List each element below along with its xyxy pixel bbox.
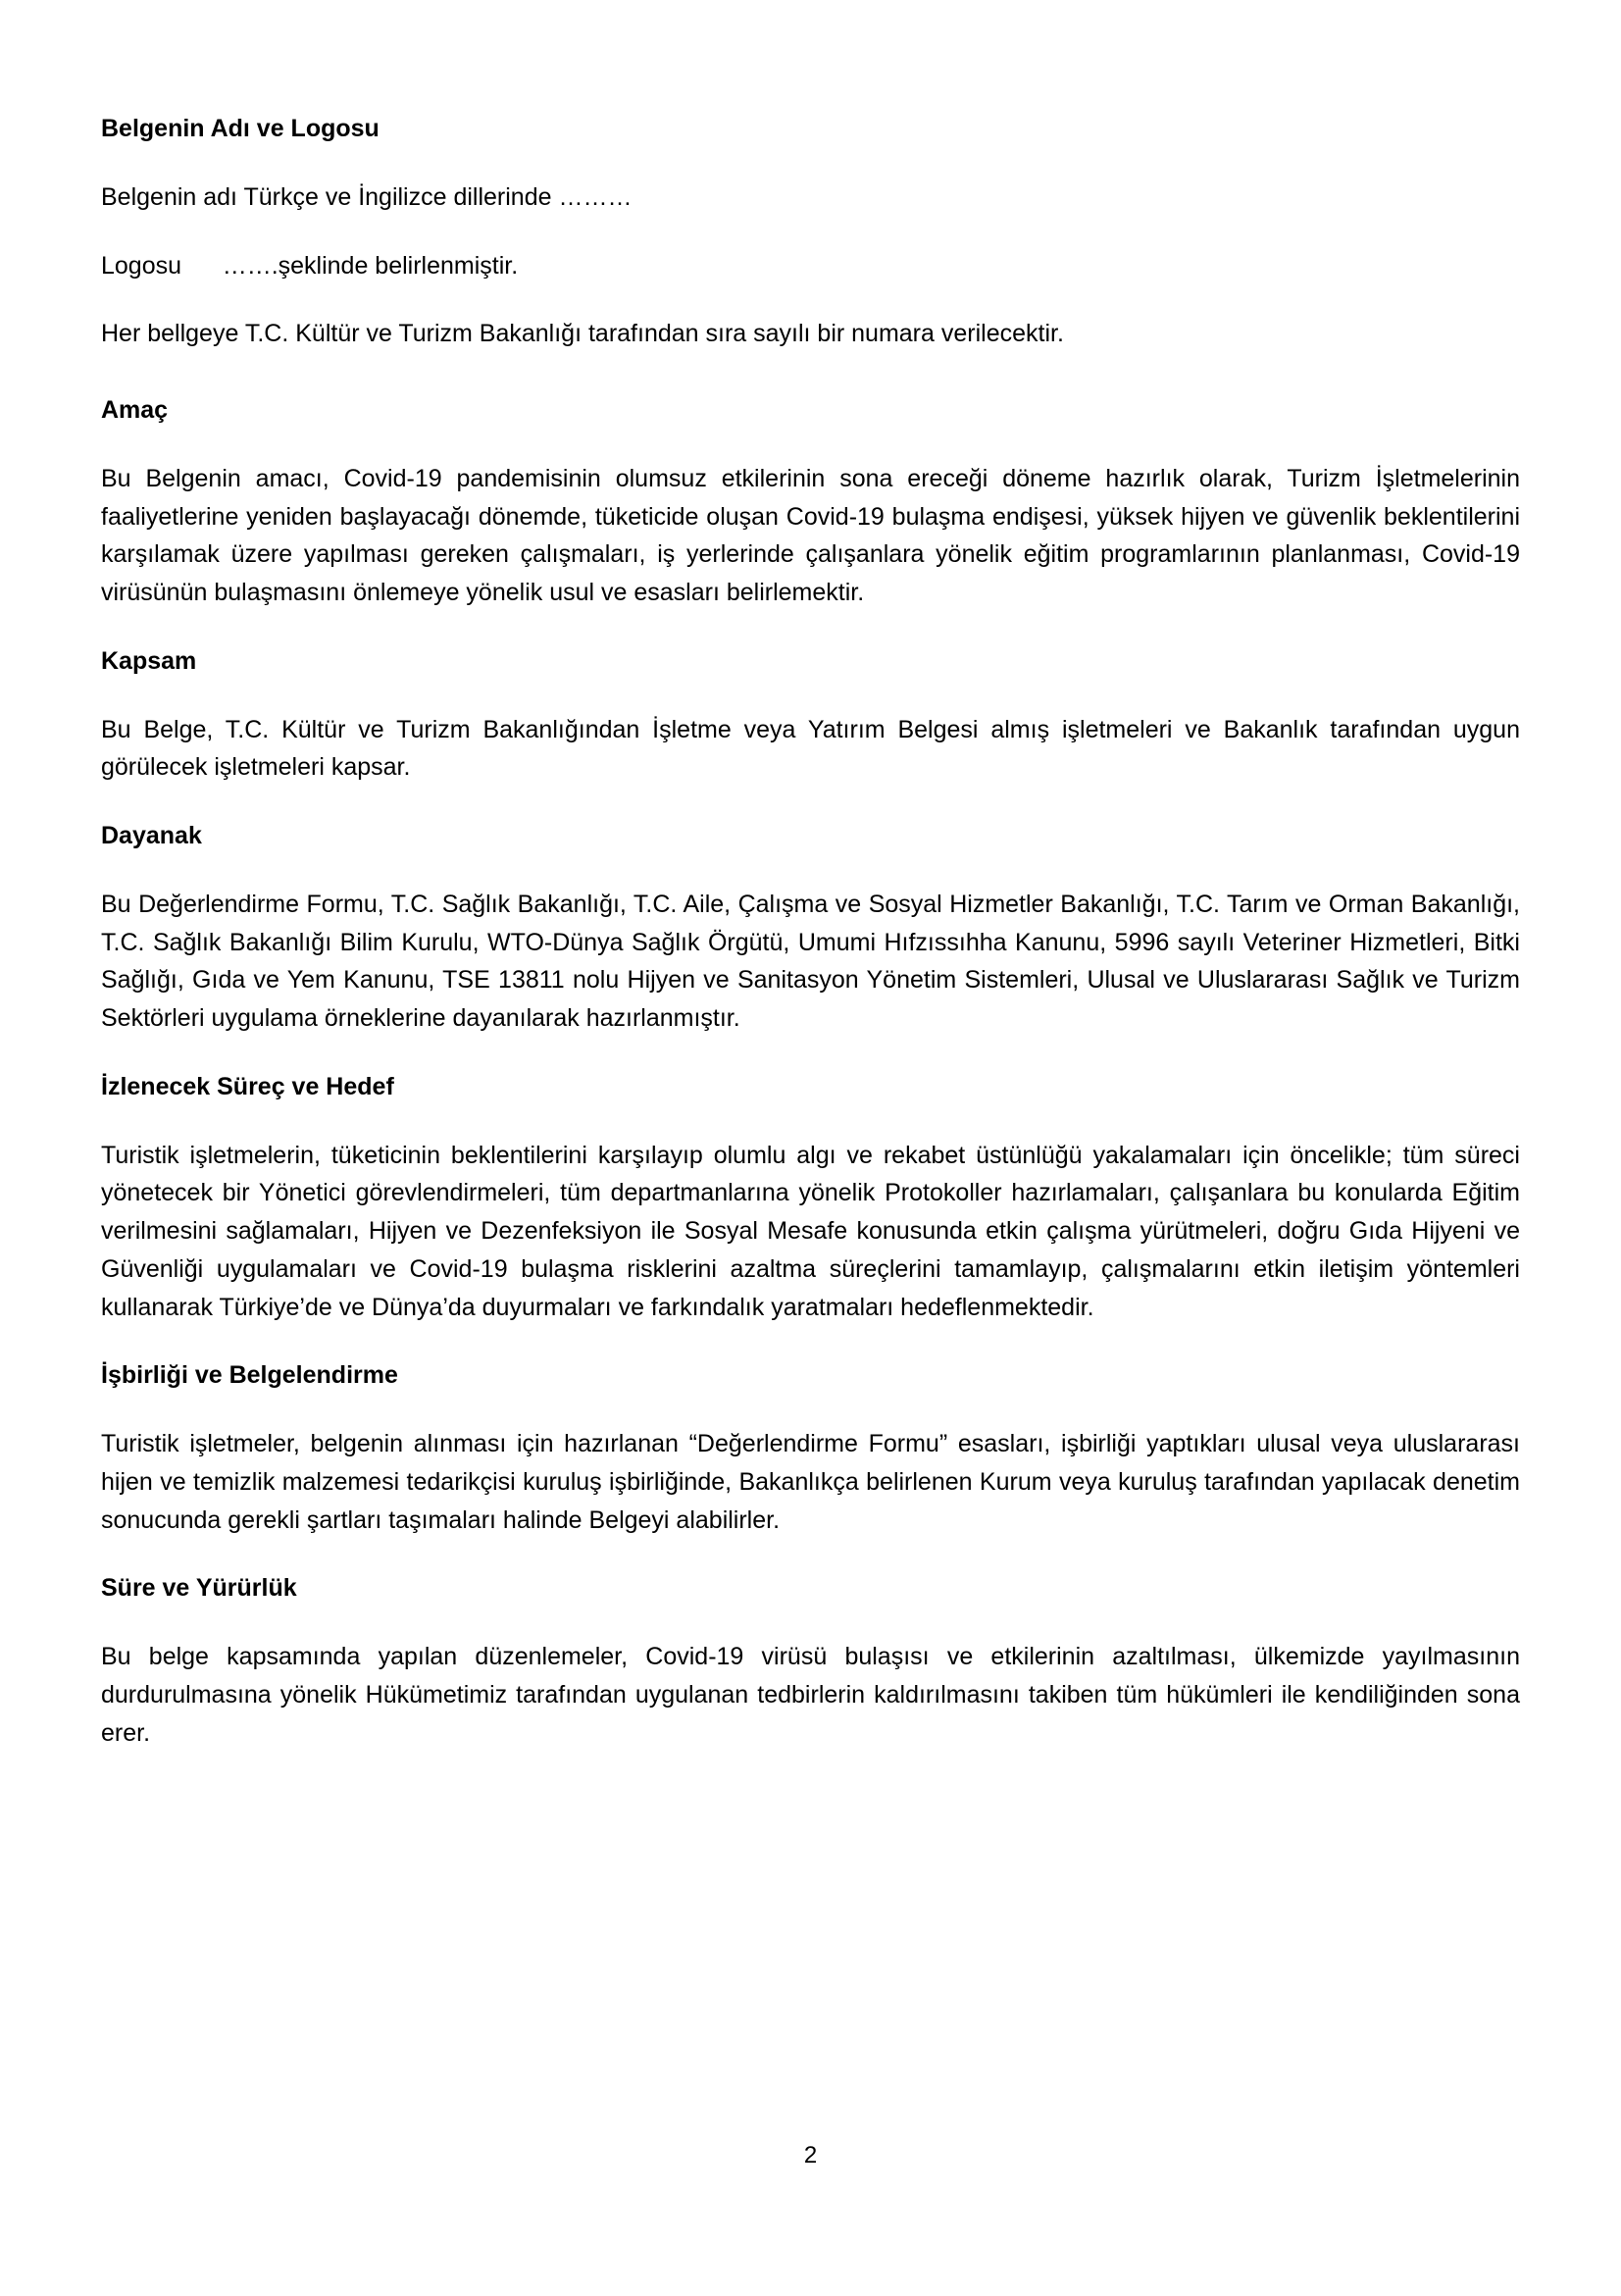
- paragraph: Bu Belgenin amacı, Covid-19 pandemisinin olumsuz etkilerinin sona ereceği döneme hazırlık olarak, Turizm İşletmelerinin faaliyetlerine yeniden başlayacağı dönemde, tüketicide oluşan Covid-19 bulaşma endişesi, yüksek hijyen ve güvenlik beklentilerini karşılamak üzere yapılması gereken çalışmaları, iş yerlerinde çalışanlara yönelik eğitim programlarının planlanması, Covid-19 virüsünün bulaşmasını önlemeye yönelik usul ve esasları belirlemektir.: [101, 464, 1520, 606]
- section-heading: İşbirliği ve Belgelendirme: [101, 1361, 398, 1390]
- paragraph: Turistik işletmelerin, tüketicinin beklentilerini karşılayıp olumlu algı ve rekabet üstünlüğü yakalamaları için öncelikle; tüm süreci yönetecek bir Yönetici görevlendirmeleri, tüm departmanlarına yönelik Protokoller hazırlamaları, çalışanlara bu konularda Eğitim verilmesini sağlamaları, Hijyen ve Dezenfeksiyon ile Sosyal Mesafe konusunda etkin çalışma yürütmeleri, doğru Gıda Hijyeni ve Güvenliği uygulamaları ve Covid-19 bulaşma risklerini azaltma süreçlerini tamamlayıp, çalışmalarını etkin iletişim yöntemleri kullanarak Türkiye’de ve Dünya’da duyurmaları ve farkındalık yaratmaları hedeflenmektedir.: [101, 1141, 1520, 1321]
- page-number: 2: [803, 2142, 818, 2169]
- paragraph: Her bellgeye T.C. Kültür ve Turizm Bakanlığı tarafından sıra sayılı bir numara verilecektir.: [101, 320, 1064, 348]
- section-heading: Dayanak: [101, 822, 202, 849]
- paragraph: Belgenin adı Türkçe ve İngilizce dillerinde ………: [101, 182, 633, 211]
- paragraph: Bu Değerlendirme Formu, T.C. Sağlık Bakanlığı, T.C. Aile, Çalışma ve Sosyal Hizmetler Bakanlığı, T.C. Tarım ve Orman Bakanlığı, T.C. Sağlık Bakanlığı Bilim Kurulu, WTO-Dünya Sağlık Örgütü, Umumi Hıfzıssıhha Kanunu, 5996 sayılı Veteriner Hizmetleri, Bitki Sağlığı, Gıda ve Yem Kanunu, TSE 13811 nolu Hijyen ve Sanitasyon Yönetim Sistemleri, Ulusal ve Uluslararası Sağlık ve Turizm Sektörleri uygulama örneklerine dayanılarak hazırlanmıştır.: [101, 890, 1520, 1032]
- section-heading: Belgenin Adı ve Logosu: [101, 115, 380, 142]
- section-heading: Amaç: [101, 396, 169, 424]
- section-heading: Kapsam: [101, 646, 197, 675]
- paragraph: Turistik işletmeler, belgenin alınması için hazırlanan “Değerlendirme Formu” esasları, işbirliği yaptıkları ulusal veya uluslararası hijen ve temizlik malzemesi tedarikçisi kuruluş işbirliğinde, Bakanlıkça belirlenen Kurum veya kuruluş tarafından yapılacak denetim sonucunda gerekli şartları taşımaları halinde Belgeyi alabilirler.: [101, 1430, 1520, 1534]
- paragraph: Bu belge kapsamında yapılan düzenlemeler, Covid-19 virüsü bulaşısı ve etkilerinin azaltılması, ülkemizde yayılmasının durdurulmasına yönelik Hükümetimiz tarafından uygulanan tedbirlerin kaldırılmasını takiben tüm hükümleri ile kendiliğinden sona erer.: [101, 1643, 1520, 1747]
- section-heading: İzlenecek Süreç ve Hedef: [101, 1072, 394, 1100]
- paragraph: Bu Belge, T.C. Kültür ve Turizm Bakanlığından İşletme veya Yatırım Belgesi almış işletmeleri ve Bakanlık tarafından uygun görülecek işletmeleri kapsar.: [101, 715, 1520, 782]
- page-footer: [0, 2142, 1621, 2170]
- document-body: [101, 110, 1520, 1752]
- section-heading: Süre ve Yürürlük: [101, 1574, 297, 1603]
- paragraph: Logosu …….şeklinde belirlenmiştir.: [101, 251, 519, 280]
